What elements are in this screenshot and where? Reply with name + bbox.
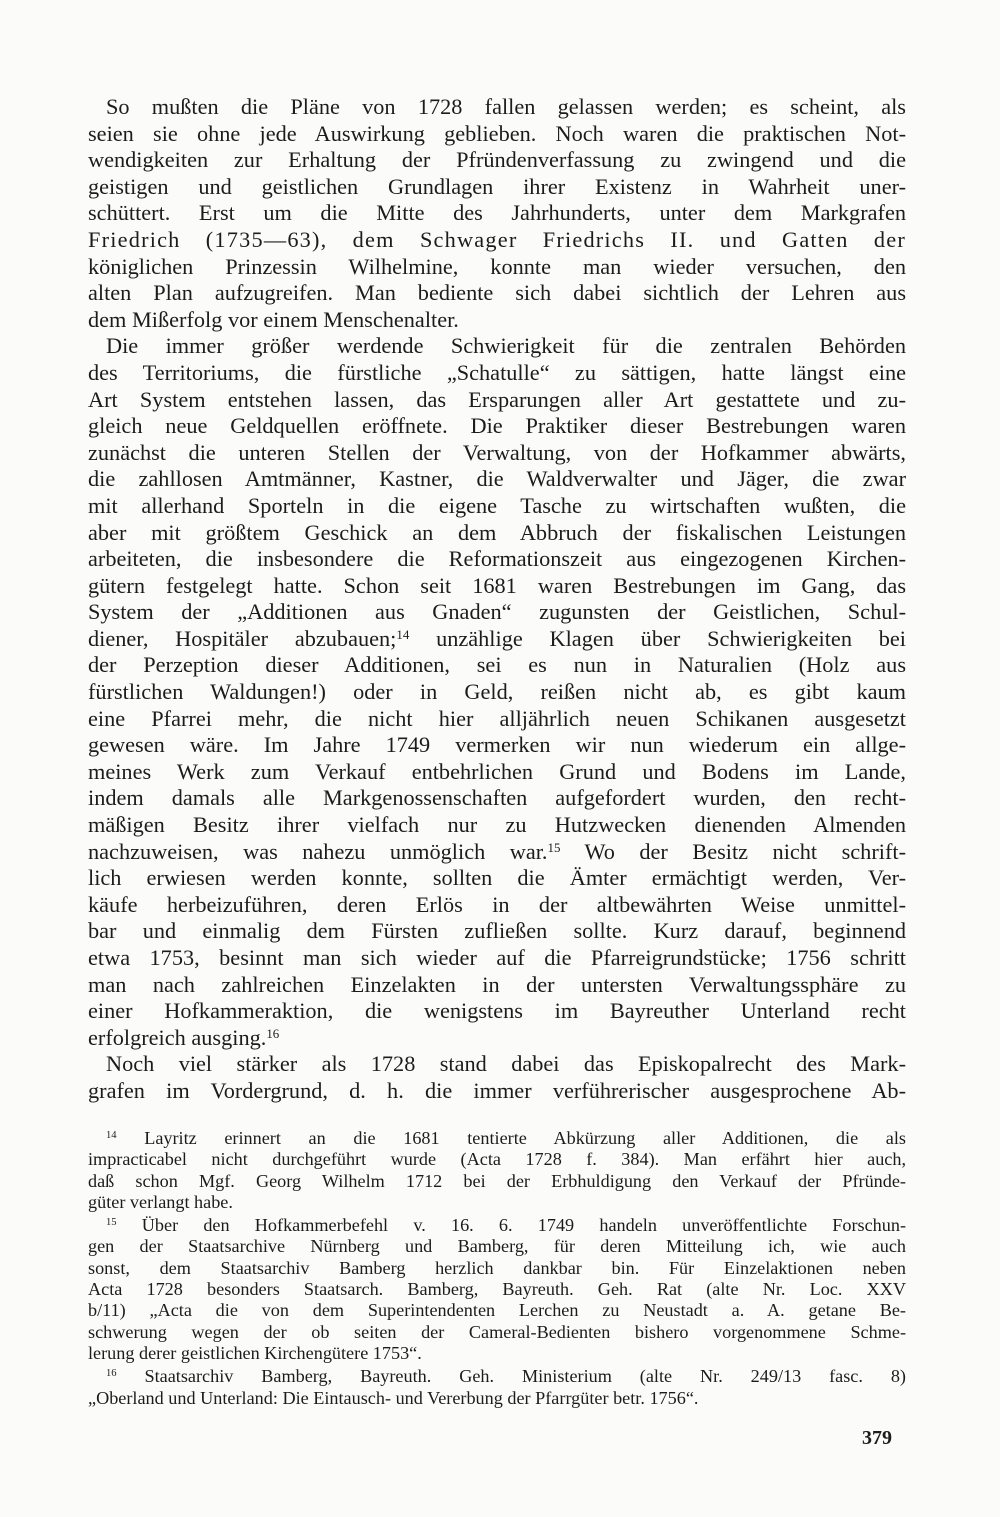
footnote-ref-15: 15 — [547, 839, 561, 855]
footnote-16 — [88, 1366, 906, 1409]
text-line: So mußten die Pläne von 1728 fallen gelassen werden; es scheint, als — [106, 94, 906, 119]
footnote-line: Acta 1728 besonders Staatsarch. Bamberg, Bayreuth. Geh. Rat (alte Nr. Loc. XXV — [88, 1279, 906, 1300]
footnote-ref-16: 16 — [266, 1025, 280, 1041]
footnote-number: 16 — [106, 1368, 117, 1380]
text-segment: Über den Hofkammerbefehl v. 16. 6. 1749 handeln unveröffentlichte Forschun- — [141, 1215, 907, 1236]
text-line: des Territoriums, die fürstliche „Schatulle“ zu sättigen, hatte längst eine — [88, 359, 906, 385]
footnote-15 — [88, 1215, 906, 1364]
text-segment: Wo der Besitz nicht schrift- — [584, 838, 906, 864]
paragraph-1 — [88, 94, 906, 333]
footnote-line: güter verlangt habe. — [88, 1191, 233, 1212]
footnotes — [88, 1128, 906, 1411]
text-line: geistigen und geistlichen Grundlagen ihrer Existenz in Wahrheit uner- — [88, 173, 906, 199]
text-line: indem damals alle Markgenossenschaften aufgefordert wurden, den recht- — [88, 785, 906, 811]
text-line: meines Werk zum Verkauf entbehrlichen Grund und Bodens im Lande, — [88, 758, 906, 784]
text-line: eine Pfarrei mehr, die nicht hier alljährlich neuen Schikanen ausgesetzt — [88, 705, 906, 731]
text-line: gleich neue Geldquellen eröffnete. Die Praktiker dieser Bestrebungen waren — [88, 413, 906, 439]
footnote-line: impracticabel nicht durchgeführt wurde (Acta 1728 f. 384). Man erfährt hier auch, — [88, 1149, 906, 1170]
text-line: Friedrich (1735—63), dem Schwager Friedrichs II. und Gatten der — [88, 226, 906, 252]
text-line: System der „Additionen aus Gnaden“ zugunsten der Geistlichen, Schul- — [88, 599, 906, 625]
text-segment: erfolgreich ausging. — [88, 1024, 267, 1050]
text-line: man nach zahlreichen Einzelakten in der untersten Verwaltungssphäre zu — [88, 971, 906, 997]
text-line: fürstlichen Waldungen!) oder in Geld, reißen nicht ab, es gibt kaum — [88, 679, 906, 705]
text-line: käufe herbeizuführen, deren Erlös in der altbewährten Weise unmittel- — [88, 891, 906, 917]
text-line: aber mit größtem Geschick an dem Abbruch der fiskalischen Leistungen — [88, 519, 906, 545]
text-segment: nachzuweisen, was nahezu unmöglich war. — [88, 838, 548, 864]
footnote-line: lerung derer geistlichen Kirchengütere 1753“. — [88, 1342, 422, 1363]
text-line: gütern festgelegt hatte. Schon seit 1681 waren Bestrebungen im Gang, das — [88, 572, 906, 598]
text-line: Noch viel stärker als 1728 stand dabei das Episkopalrecht des Mark- — [106, 1051, 906, 1077]
footnote-ref-14: 14 — [396, 626, 410, 642]
paragraph-3 — [88, 1051, 906, 1104]
footnote-line: gen der Staatsarchive Nürnberg und Bamberg, für deren Mitteilung ich, wie auch — [88, 1236, 906, 1257]
text-line: der Perzeption dieser Additionen, sei es nun in Naturalien (Holz aus — [88, 652, 906, 678]
page-number: 379 — [862, 1427, 892, 1449]
text-line: mit allerhand Sporteln in die eigene Tasche zu wirtschaften wußten, die — [88, 492, 906, 518]
footnote-line: sonst, dem Staatsarchiv Bamberg herzlich dankbar bin. Für Einzelaktionen neben — [88, 1257, 906, 1278]
footnote-line: schwerung wegen der ob seiten der Cameral-Bedienten bishero vorgenommene Schme- — [88, 1321, 906, 1342]
text-segment: unzählige Klagen über Schwierigkeiten bei — [436, 625, 906, 651]
text-line: mäßigen Besitz ihrer vielfach nur zu Hutzwecken dienenden Almenden — [88, 812, 906, 838]
footnote-number: 15 — [106, 1217, 117, 1229]
text-line: etwa 1753, besinnt man sich wieder auf die Pfarreigrundstücke; 1756 schritt — [88, 945, 906, 970]
text-line: wendigkeiten zur Erhaltung der Pfründenverfassung zu zwingend und die — [88, 147, 906, 173]
text-line: arbeiteten, die insbesondere die Reformationszeit aus eingezogenen Kirchen- — [88, 546, 906, 572]
text-line: grafen im Vordergrund, d. h. die immer verführerischer ausgesprochene Ab- — [88, 1077, 906, 1103]
main-text — [88, 94, 906, 1105]
text-line: schüttert. Erst um die Mitte des Jahrhunderts, unter dem Markgrafen — [88, 200, 906, 226]
footnote-line: b/11) „Acta die von dem Superintendenten Lerchen zu Neustadt a. A. getane Be- — [88, 1300, 906, 1321]
footnote-line — [88, 1128, 906, 1149]
text-line: gewesen wäre. Im Jahre 1749 vermerken wir nun wiederum ein allge- — [88, 732, 906, 758]
footnote-line — [88, 1366, 906, 1387]
footnote-line — [88, 1215, 906, 1236]
footnote-line: „Oberland und Unterland: Die Eintausch- und Vererbung der Pfarrgüter betr. 1756“. — [88, 1387, 699, 1408]
footnote-14 — [88, 1128, 906, 1213]
text-line-with-footnote-ref — [88, 1025, 906, 1052]
paragraph-2 — [88, 333, 906, 1051]
text-line: alten Plan aufzugreifen. Man bediente sich dabei sichtlich der Lehren aus — [88, 280, 906, 306]
footnote-number: 14 — [106, 1130, 117, 1142]
text-line-with-footnote-ref — [88, 626, 906, 653]
text-line: Art System entstehen lassen, das Ersparungen aller Art gestattete und zu- — [88, 386, 906, 412]
text-line: bar und einmalig dem Fürsten zufließen sollte. Kurz darauf, beginnend — [88, 918, 906, 944]
text-line: seien sie ohne jede Auswirkung geblieben. Noch waren die praktischen Not- — [88, 120, 906, 146]
text-segment: diener, Hospitäler abzubauen; — [88, 625, 397, 651]
text-line: dem Mißerfolg vor einem Menschenalter. — [88, 306, 459, 332]
text-line-with-footnote-ref — [88, 839, 906, 866]
text-line: Die immer größer werdende Schwierigkeit für die zentralen Behörden — [106, 333, 906, 359]
text-line: lich erwiesen werden konnte, sollten die Ämter ermächtigt werden, Ver- — [88, 865, 906, 891]
text-segment: Layritz erinnert an die 1681 tentierte Abkürzung aller Additionen, die als — [144, 1128, 906, 1148]
text-line: die zahllosen Amtmänner, Kastner, die Waldverwalter und Jäger, die zwar — [88, 466, 906, 492]
footnote-line: daß schon Mgf. Georg Wilhelm 1712 bei der Erbhuldigung den Verkauf der Pfründe- — [88, 1170, 906, 1191]
text-line: königlichen Prinzessin Wilhelmine, konnte man wieder versuchen, den — [88, 253, 906, 279]
text-line: zunächst die unteren Stellen der Verwaltung, von der Hofkammer abwärts, — [88, 439, 906, 465]
text-line: einer Hofkammeraktion, die wenigstens im Bayreuther Unterland recht — [88, 998, 906, 1024]
text-segment: Staatsarchiv Bamberg, Bayreuth. Geh. Ministerium (alte Nr. 249/13 fasc. 8) — [144, 1366, 906, 1387]
